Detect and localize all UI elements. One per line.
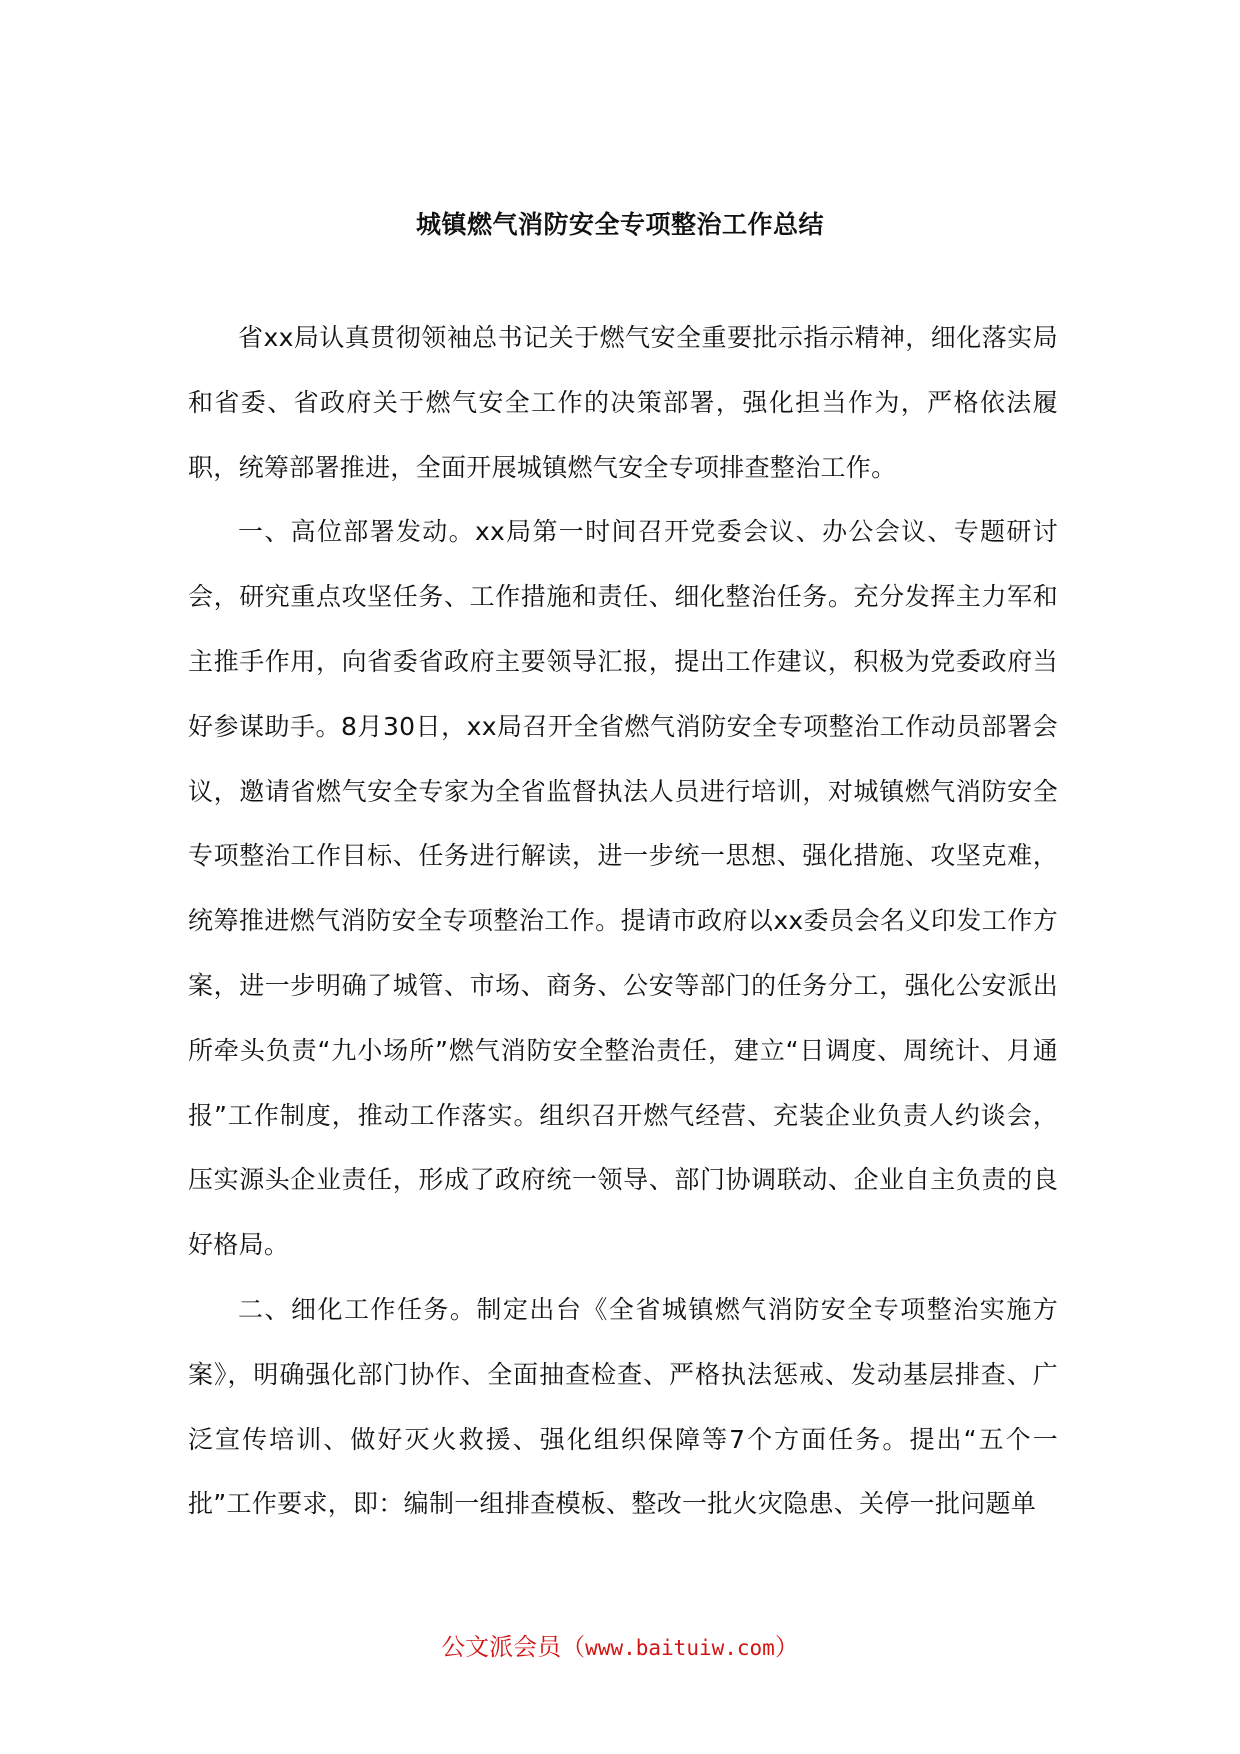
document-body <box>188 306 1058 1537</box>
footer-close: ） <box>774 1633 799 1661</box>
paragraph-intro: 省xx局认真贯彻领袖总书记关于燃气安全重要批示指示精神，细化落实局和省委、省政府关于燃气安全工作的决策部署，强化担当作为，严格依法履职，统筹部署推进，全面开展城镇燃气安全专项排查整治工作。 <box>188 323 1058 482</box>
footer-watermark <box>0 1627 1240 1662</box>
footer-label: 公文派会员（ <box>441 1633 586 1661</box>
paragraph-section-2: 二、细化工作任务。制定出台《全省城镇燃气消防安全专项整治实施方案》，明确强化部门协作、全面抽查检查、严格执法惩戒、发动基层排查、广泛宣传培训、做好灭火救援、强化组织保障等7个方面任务。提出“五个一批”工作要求，即：编制一组排查模板、整改一批火灾隐患、关停一批问题单 <box>188 1294 1058 1519</box>
footer-site-link[interactable]: www.baituiw.com <box>585 1636 775 1660</box>
document-title: 城镇燃气消防安全专项整治工作总结 <box>415 210 824 239</box>
paragraph-section-1: 一、高位部署发动。xx局第一时间召开党委会议、办公会议、专题研讨会，研究重点攻坚任务、工作措施和责任、细化整治任务。充分发挥主力军和主推手作用，向省委省政府主要领导汇报，提出工作建议，积极为党委政府当好参谋助手。8月30日，xx局召开全省燃气消防安全专项整治工作动员部署会议，邀请省燃气安全专家为全省监督执法人员进行培训，对城镇燃气消防安全专项整治工作目标、任务进行解读，进一步统一思想、强化措施、攻坚克难，统筹推进燃气消防安全专项整治工作。提请市政府以xx委员会名义印发工作方案，进一步明确了城管、市场、商务、公安等部门的任务分工，强化公安派出所牵头负责“九小场所”燃气消防安全整治责任，建立“日调度、周统计、月通报”工作制度，推动工作落实。组织召开燃气经营、充装企业负责人约谈会，压实源头企业责任，形成了政府统一领导、部门协调联动、企业自主负责的良好格局。 <box>188 517 1058 1260</box>
